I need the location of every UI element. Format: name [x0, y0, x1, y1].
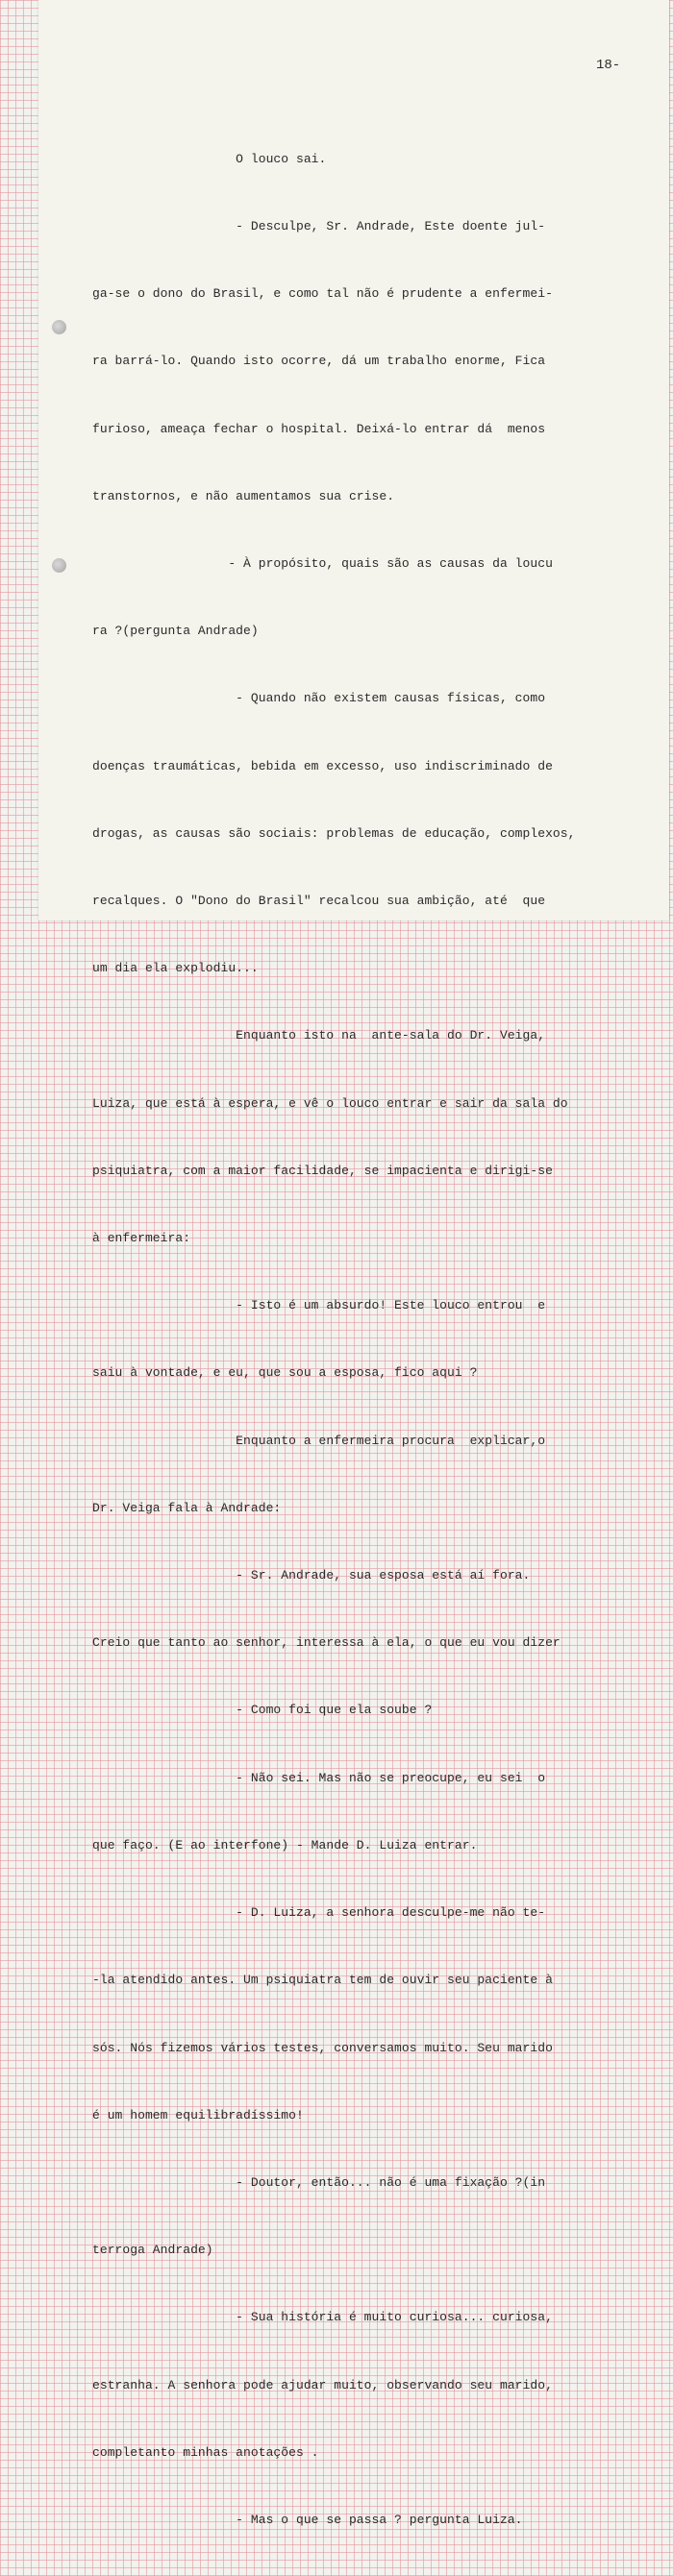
text-line: que faço. (E ao interfone) - Mande D. Luiza entrar.: [92, 1837, 478, 1852]
text-line: Luiza, que está à espera, e vê o louco entrar e sair da sala do: [92, 1095, 568, 1111]
text-line: drogas, as causas são sociais: problemas de educação, complexos,: [92, 825, 576, 841]
text-line: saiu à vontade, e eu, que sou a esposa, fico aqui ?: [92, 1365, 478, 1381]
text-line: à enfermeira:: [92, 1231, 191, 1246]
document-page: [38, 0, 669, 2527]
text-line: estranha. A senhora pode ajudar muito, observando seu marido,: [92, 2377, 553, 2392]
text-line: terroga Andrade): [92, 2243, 213, 2258]
text-line: - Sua história é muito curiosa... curiosa,: [92, 2310, 553, 2325]
text-line: Creio que tanto ao senhor, interessa à ela, o que eu vou dizer: [92, 1635, 561, 1651]
text-line: O louco sai.: [92, 151, 327, 166]
text-line: - Como foi que ela soube ?: [92, 1703, 433, 1718]
text-line: furioso, ameaça fechar o hospital. Deixá-lo entrar dá menos: [92, 421, 546, 436]
text-line: - Desculpe, Sr. Andrade, Este doente jul-: [92, 219, 546, 234]
text-line: - Não sei. Mas não se preocupe, eu sei o: [92, 1770, 546, 1785]
text-line: transtornos, e não aumentamos sua crise.: [92, 488, 395, 503]
text-line: sós. Nós fizemos vários testes, conversamos muito. Seu marido: [92, 2040, 553, 2055]
text-line: - Quando não existem causas físicas, como: [92, 691, 546, 706]
text-line: - Sr. Andrade, sua esposa está aí fora.: [92, 1568, 531, 1583]
text-line: é um homem equilibradíssimo!: [92, 2107, 304, 2122]
text-line: - Mas o que se passa ? pergunta Luiza.: [92, 2512, 523, 2527]
text-line: - Doutor, então... não é uma fixação ?(in: [92, 2174, 546, 2190]
page-number: 18-: [596, 58, 621, 73]
text-line: doenças traumáticas, bebida em excesso, uso indiscriminado de: [92, 758, 553, 773]
binder-hole-top: [52, 320, 66, 334]
text-line: Enquanto a enfermeira procura explicar,o: [92, 1433, 546, 1448]
text-line: psiquiatra, com a maior facilidade, se impacienta e dirigi-se: [92, 1163, 553, 1178]
text-line: ra barrá-lo. Quando isto ocorre, dá um trabalho enorme, Fica: [92, 354, 546, 369]
text-line: - D. Luiza, a senhora desculpe-me não te-: [92, 1905, 546, 1921]
text-line: completanto minhas anotações .: [92, 2444, 319, 2460]
text-line: recalques. O "Dono do Brasil" recalcou sua ambição, até que: [92, 894, 546, 909]
text-line: - À propósito, quais são as causas da loucu: [92, 556, 553, 572]
text-line: -la atendido antes. Um psiquiatra tem de ouvir seu paciente à: [92, 1973, 553, 1988]
binder-hole-bottom: [52, 558, 66, 573]
text-line: um dia ela explodiu...: [92, 961, 259, 976]
text-line: Dr. Veiga fala à Andrade:: [92, 1500, 282, 1515]
text-line: ga-se o dono do Brasil, e como tal não é prudente a enfermei-: [92, 286, 553, 302]
typewritten-text: [92, 103, 660, 2576]
text-line: ra ?(pergunta Andrade): [92, 624, 259, 639]
text-line: Enquanto isto na ante-sala do Dr. Veiga,: [92, 1028, 546, 1043]
text-line: - Isto é um absurdo! Este louco entrou e: [92, 1298, 546, 1313]
